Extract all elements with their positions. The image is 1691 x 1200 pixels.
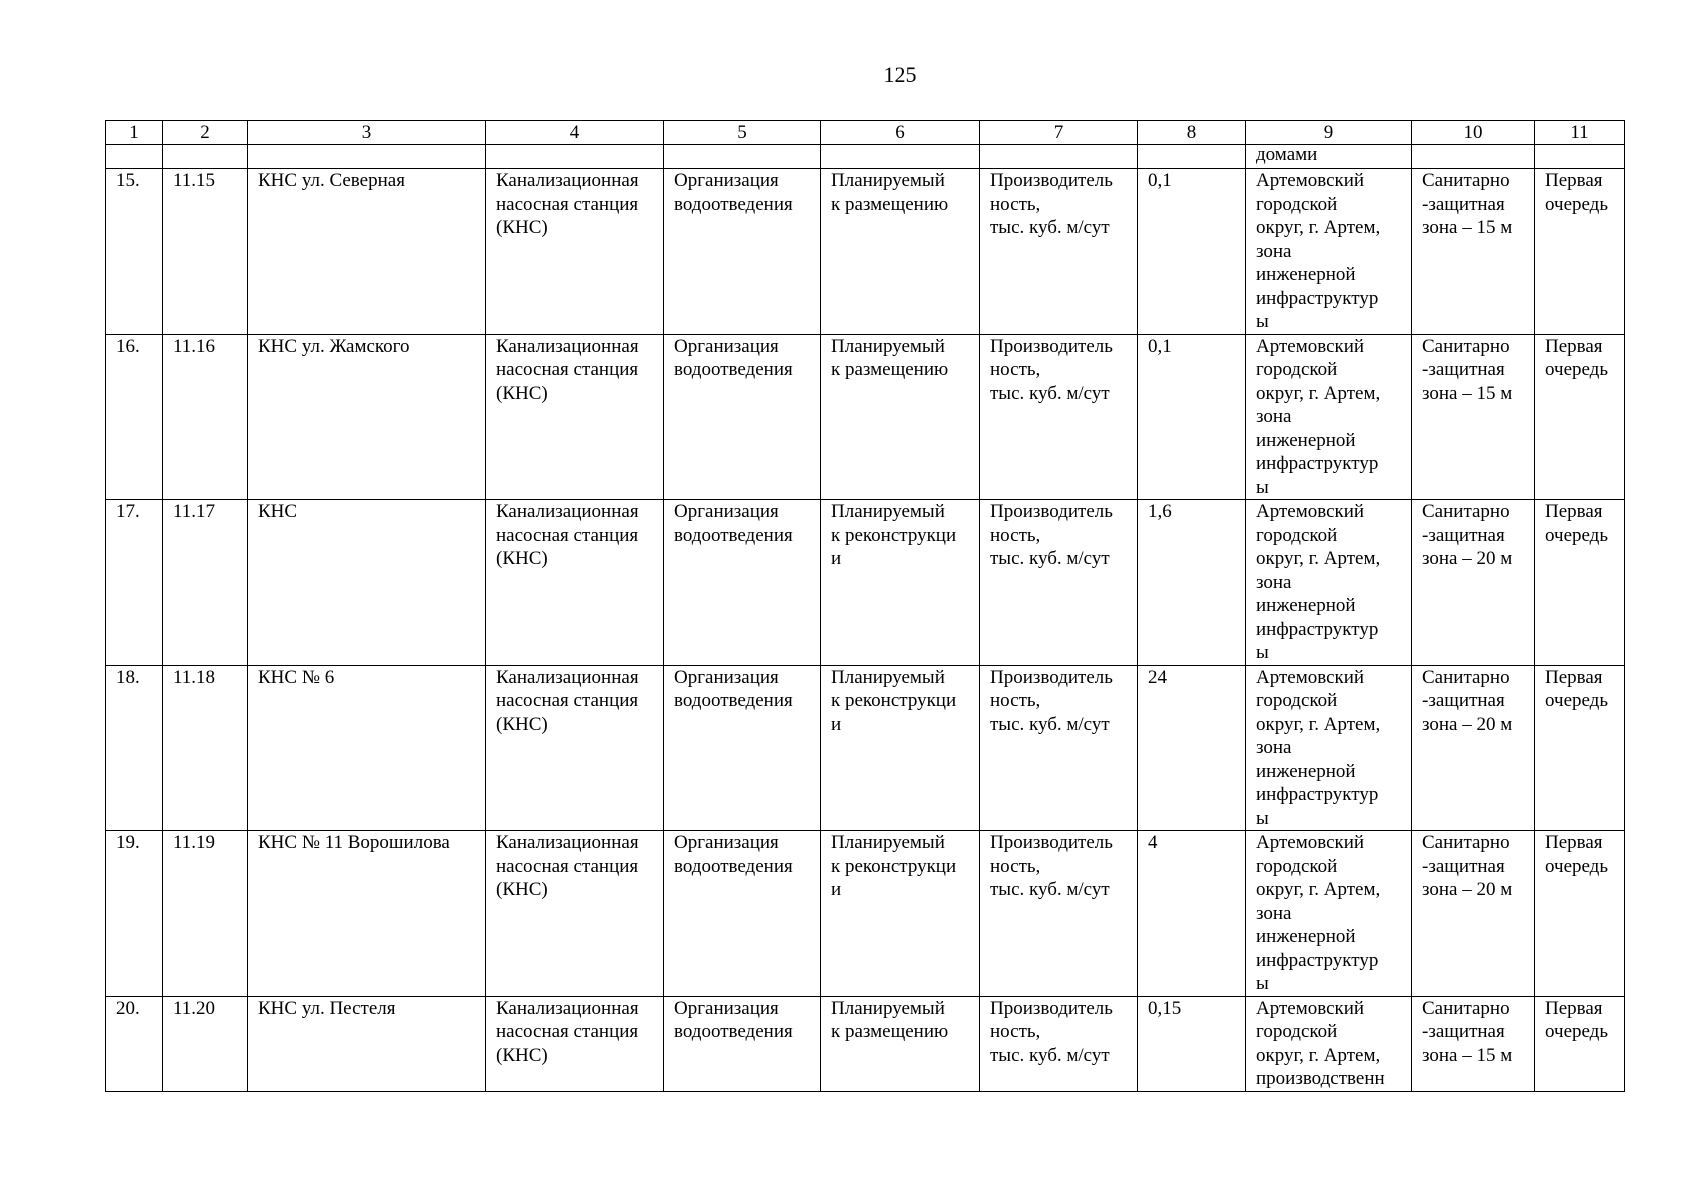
table-cell bbox=[1535, 145, 1625, 169]
column-header: 10 bbox=[1412, 121, 1535, 145]
table-cell: 17. bbox=[106, 500, 163, 666]
table-cell: Артемовский городской округ, г. Артем, зона инженерной инфраструктур ы bbox=[1246, 831, 1412, 997]
table-cell: Первая очередь bbox=[1535, 996, 1625, 1091]
table-cell: Артемовский городской округ, г. Артем, производственн bbox=[1246, 996, 1412, 1091]
table-cell: Канализационная насосная станция (КНС) bbox=[486, 169, 664, 335]
table-cell: Артемовский городской округ, г. Артем, зона инженерной инфраструктур ы bbox=[1246, 500, 1412, 666]
page-number: 125 bbox=[883, 62, 917, 87]
table-cell: 11.18 bbox=[163, 665, 248, 831]
table-cell bbox=[1412, 145, 1535, 169]
table-cell: Планируемый к размещению bbox=[821, 169, 980, 335]
table-cell: КНС bbox=[248, 500, 486, 666]
table-cell: 16. bbox=[106, 334, 163, 500]
table-cell: Первая очередь bbox=[1535, 334, 1625, 500]
table-cell: 18. bbox=[106, 665, 163, 831]
table-row bbox=[106, 169, 1625, 335]
table-row bbox=[106, 334, 1625, 500]
facilities-table bbox=[105, 120, 1625, 1092]
table-cell bbox=[980, 145, 1138, 169]
table-row bbox=[106, 996, 1625, 1091]
table-cell: домами bbox=[1246, 145, 1412, 169]
table-cell: Организация водоотведения bbox=[664, 996, 821, 1091]
table-cell: Организация водоотведения bbox=[664, 334, 821, 500]
table-cell: Организация водоотведения bbox=[664, 665, 821, 831]
table-cell bbox=[1138, 145, 1246, 169]
column-header: 1 bbox=[106, 121, 163, 145]
table-cell: Первая очередь bbox=[1535, 169, 1625, 335]
table-row bbox=[106, 665, 1625, 831]
column-header: 9 bbox=[1246, 121, 1412, 145]
table-cell: 11.15 bbox=[163, 169, 248, 335]
table-cell bbox=[163, 145, 248, 169]
table-cell: 20. bbox=[106, 996, 163, 1091]
table-cell: Производитель ность, тыс. куб. м/сут bbox=[980, 169, 1138, 335]
table-cell: 1,6 bbox=[1138, 500, 1246, 666]
table-cell: Первая очередь bbox=[1535, 831, 1625, 997]
table-cell: Планируемый к реконструкци и bbox=[821, 831, 980, 997]
table-cell: КНС № 11 Ворошилова bbox=[248, 831, 486, 997]
table-cell: Производитель ность, тыс. куб. м/сут bbox=[980, 831, 1138, 997]
table-cell: Производитель ность, тыс. куб. м/сут bbox=[980, 665, 1138, 831]
table-cell: КНС ул. Жамского bbox=[248, 334, 486, 500]
table-cell: 0,1 bbox=[1138, 169, 1246, 335]
table-cell: Канализационная насосная станция (КНС) bbox=[486, 500, 664, 666]
table-cell: 0,15 bbox=[1138, 996, 1246, 1091]
table-cell: Производитель ность, тыс. куб. м/сут bbox=[980, 996, 1138, 1091]
table-cell: Планируемый к размещению bbox=[821, 334, 980, 500]
table-cell: 11.17 bbox=[163, 500, 248, 666]
table-cell: Канализационная насосная станция (КНС) bbox=[486, 665, 664, 831]
table-cell: Организация водоотведения bbox=[664, 500, 821, 666]
table-cell: Планируемый к реконструкци и bbox=[821, 665, 980, 831]
table-cell: Производитель ность, тыс. куб. м/сут bbox=[980, 334, 1138, 500]
table-cell: Планируемый к реконструкци и bbox=[821, 500, 980, 666]
table-cell: 11.16 bbox=[163, 334, 248, 500]
table-cell: Первая очередь bbox=[1535, 500, 1625, 666]
column-header: 5 bbox=[664, 121, 821, 145]
table-cell bbox=[248, 145, 486, 169]
table-cell: 0,1 bbox=[1138, 334, 1246, 500]
table-cell: Санитарно -защитная зона – 20 м bbox=[1412, 831, 1535, 997]
table-cell: Санитарно -защитная зона – 15 м bbox=[1412, 334, 1535, 500]
table-cell: Производитель ность, тыс. куб. м/сут bbox=[980, 500, 1138, 666]
table-cell: 24 bbox=[1138, 665, 1246, 831]
table-cell: Канализационная насосная станция (КНС) bbox=[486, 996, 664, 1091]
header-row bbox=[106, 121, 1625, 145]
column-header: 4 bbox=[486, 121, 664, 145]
table-cell: КНС ул. Пестеля bbox=[248, 996, 486, 1091]
table-row bbox=[106, 500, 1625, 666]
table-cell bbox=[664, 145, 821, 169]
table-cell: 15. bbox=[106, 169, 163, 335]
column-header: 7 bbox=[980, 121, 1138, 145]
table-cell: КНС № 6 bbox=[248, 665, 486, 831]
table-row bbox=[106, 831, 1625, 997]
table-cell: Планируемый к размещению bbox=[821, 996, 980, 1091]
table-cell: Артемовский городской округ, г. Артем, зона инженерной инфраструктур ы bbox=[1246, 334, 1412, 500]
table-cell: Организация водоотведения bbox=[664, 831, 821, 997]
column-header: 2 bbox=[163, 121, 248, 145]
table-cell: 11.20 bbox=[163, 996, 248, 1091]
table-cell: Санитарно -защитная зона – 20 м bbox=[1412, 500, 1535, 666]
column-header: 8 bbox=[1138, 121, 1246, 145]
table-cell: Артемовский городской округ, г. Артем, зона инженерной инфраструктур ы bbox=[1246, 169, 1412, 335]
table-cell: Первая очередь bbox=[1535, 665, 1625, 831]
table-cell: 4 bbox=[1138, 831, 1246, 997]
table-cell bbox=[486, 145, 664, 169]
table-cell: Артемовский городской округ, г. Артем, зона инженерной инфраструктур ы bbox=[1246, 665, 1412, 831]
continuation-row bbox=[106, 145, 1625, 169]
table-cell: 19. bbox=[106, 831, 163, 997]
column-header: 3 bbox=[248, 121, 486, 145]
table-cell: Канализационная насосная станция (КНС) bbox=[486, 334, 664, 500]
column-header: 6 bbox=[821, 121, 980, 145]
table-cell bbox=[106, 145, 163, 169]
table-cell: Санитарно -защитная зона – 15 м bbox=[1412, 996, 1535, 1091]
table-cell bbox=[821, 145, 980, 169]
column-header: 11 bbox=[1535, 121, 1625, 145]
table-cell: Санитарно -защитная зона – 20 м bbox=[1412, 665, 1535, 831]
table-cell: Канализационная насосная станция (КНС) bbox=[486, 831, 664, 997]
table-cell: Санитарно -защитная зона – 15 м bbox=[1412, 169, 1535, 335]
table-cell: 11.19 bbox=[163, 831, 248, 997]
table-cell: КНС ул. Северная bbox=[248, 169, 486, 335]
table-cell: Организация водоотведения bbox=[664, 169, 821, 335]
